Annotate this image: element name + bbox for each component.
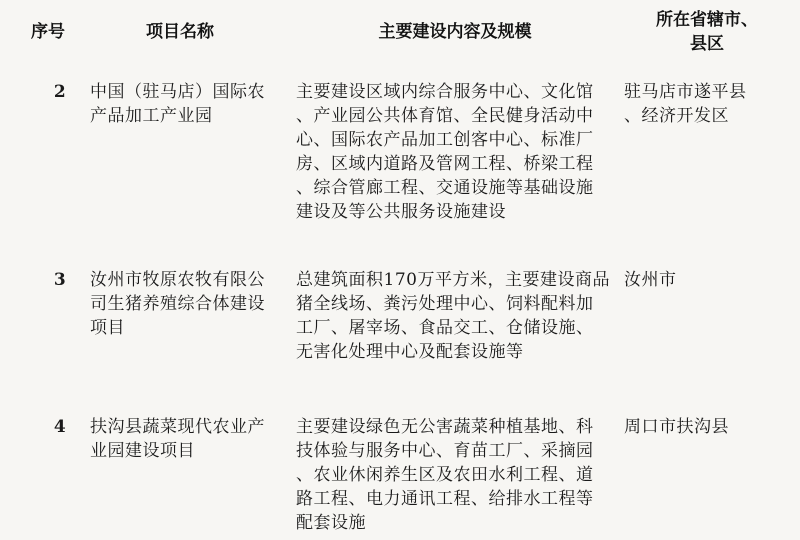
row-location: 汝州市 — [624, 270, 677, 290]
row-location: 周口市扶沟县 — [624, 417, 729, 437]
row-serial-number: 3 — [53, 270, 67, 290]
header-project-name: 项目名称 — [146, 22, 214, 42]
row-project-name: 汝州市牧原农牧有限公 司生猪养殖综合体建设 项目 — [90, 270, 265, 338]
row-location: 驻马店市遂平县 、经济开发区 — [624, 82, 747, 126]
row-project-name: 中国（驻马店）国际农 产品加工产业园 — [90, 82, 265, 126]
row-construction-content: 主要建设区域内综合服务中心、文化馆 、产业园公共体育馆、全民健身活动中 心、国际农产品加工创客中心、标准厂 房、区域内道路及管网工程、桥梁工程 、综合管廊工程、交通设施等基础设施 建设及等公共服务设施建设 — [296, 82, 594, 222]
row-construction-content: 主要建设绿色无公害蔬菜种植基地、科 技体验与服务中心、育苗工厂、采摘园 、农业休闲养生区及农田水利工程、道 路工程、电力通讯工程、给排水工程等 配套设施 — [296, 417, 594, 533]
row-serial-number: 2 — [53, 82, 67, 102]
row-serial-number: 4 — [53, 417, 67, 437]
row-project-name: 扶沟县蔬菜现代农业产 业园建设项目 — [90, 417, 265, 461]
row-construction-content: 总建筑面积170万平方米，主要建设商品 猪全线场、粪污处理中心、饲料配料加 工厂、屠宰场、食品交工、仓储设施、 无害化处理中心及配套设施等 — [296, 270, 610, 362]
header-construction-content: 主要建设内容及规模 — [378, 22, 532, 42]
header-serial-number: 序号 — [31, 22, 65, 42]
header-location: 所在省辖市、 县区 — [656, 10, 758, 54]
